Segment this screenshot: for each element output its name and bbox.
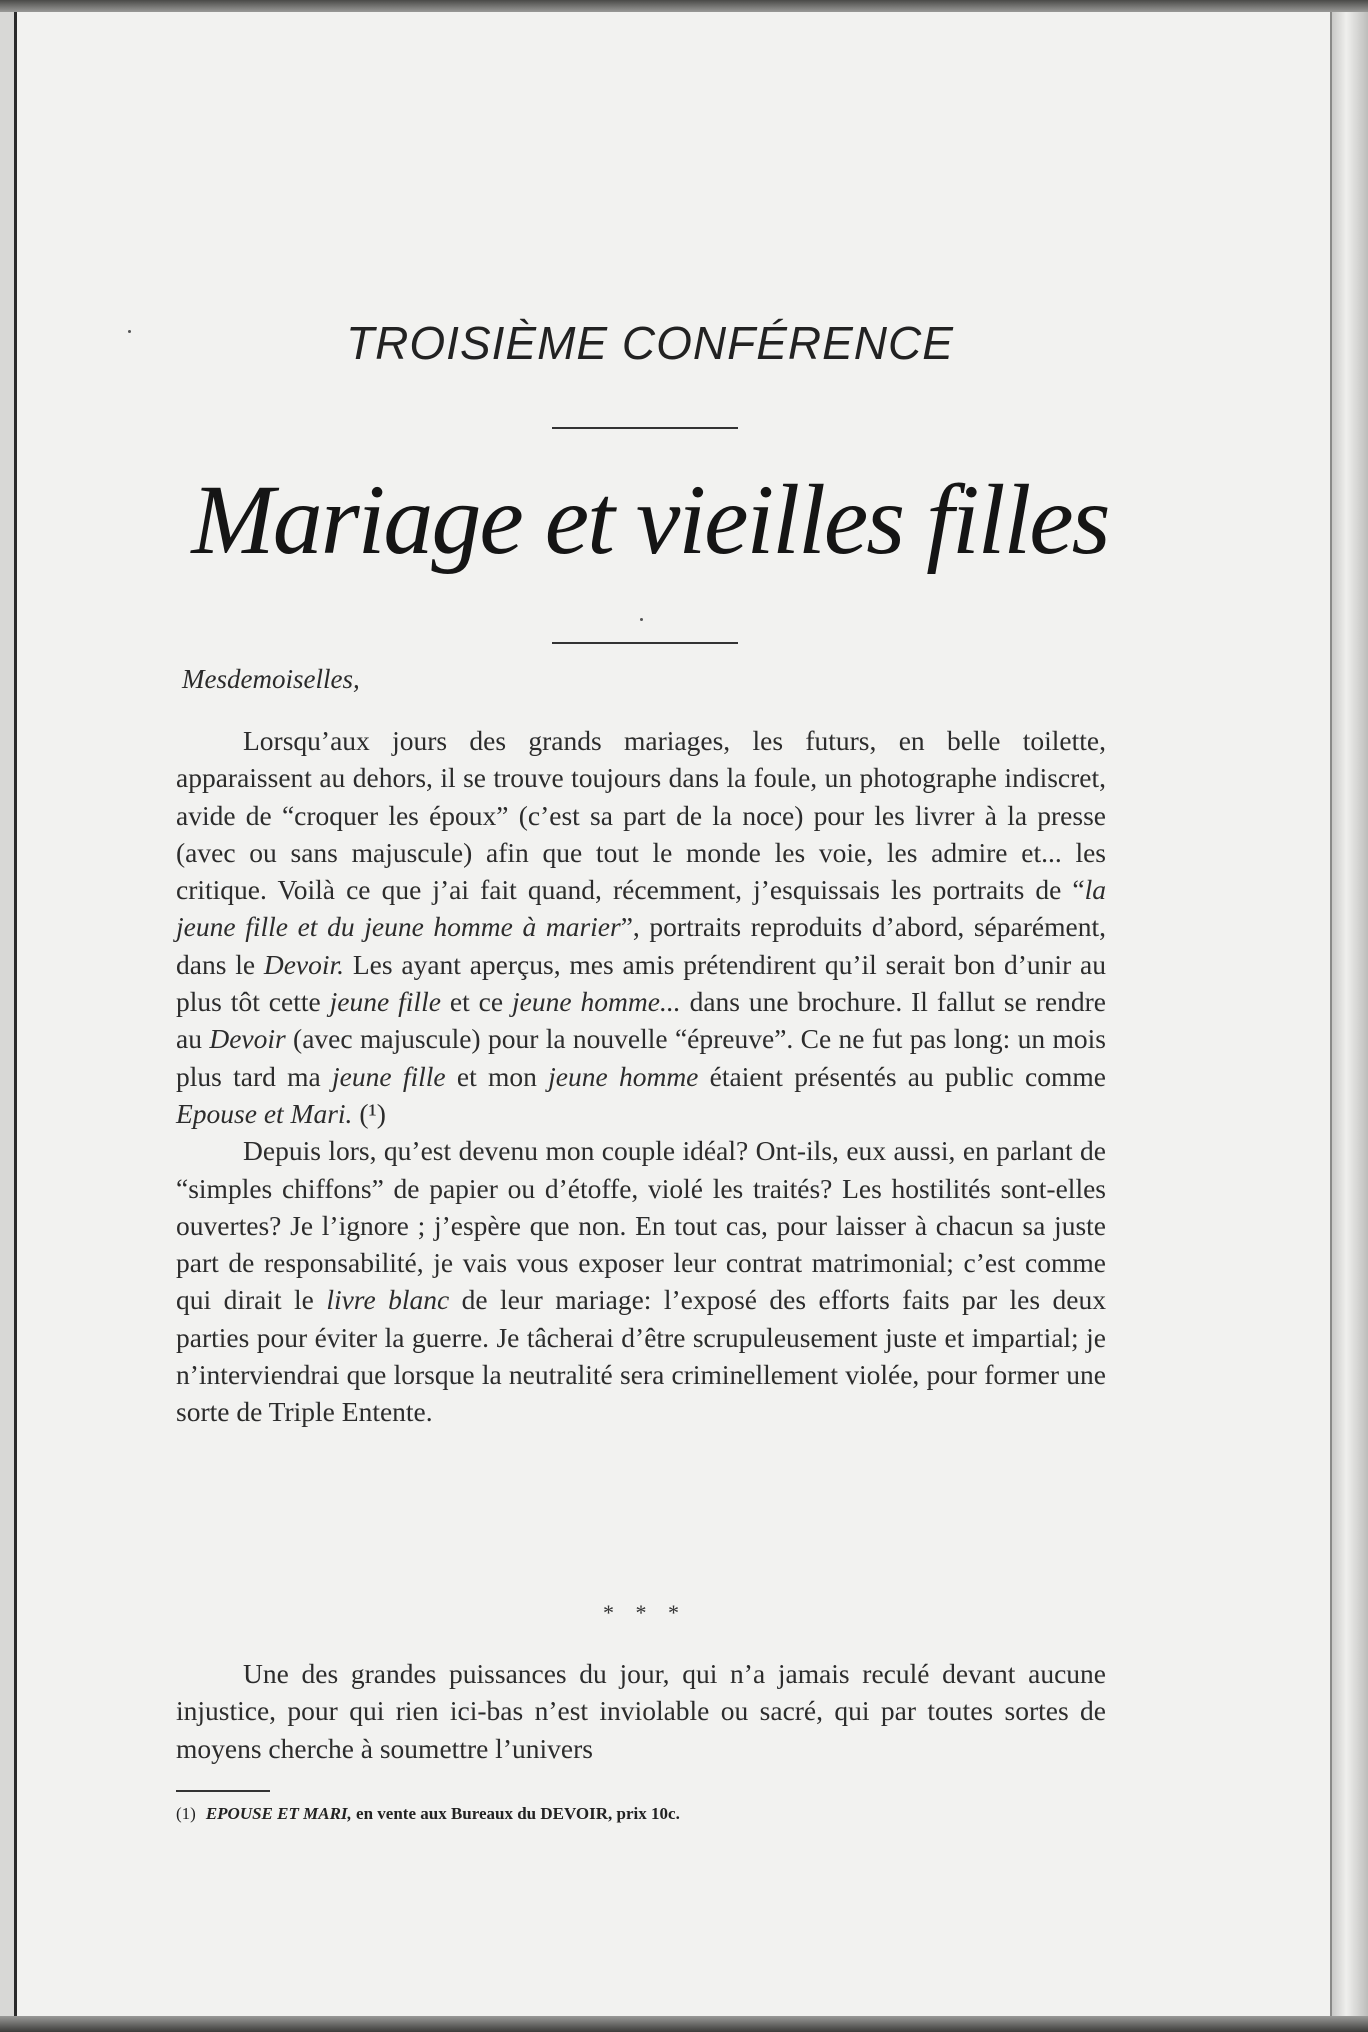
page-edge [1332,12,1368,2016]
footnote-mark: (1) [176,1804,196,1823]
italic-run: Epouse et Mari. [176,1097,353,1129]
italic-run: jeune fille [329,986,441,1018]
scan-bottom-edge [0,2016,1368,2032]
salutation: Mesdemoiselles, [182,664,360,694]
heading-rule [552,427,738,429]
italic-run: livre blanc [326,1284,450,1316]
italic-run: Devoir [209,1023,286,1055]
footnote-rule [176,1790,270,1792]
paragraph-2 [176,1132,1106,1430]
text-run: dans une brochure. Il fallut se rendre au [176,986,1106,1055]
text-run: ”, portraits reproduits d’abord, séparément, dans le [176,911,1106,980]
text-run: (avec majuscule) pour la nouvelle “épreuve”. Ce ne fut pas long: un mois plus tard ma [176,1023,1107,1092]
italic-run: jeune homme... [512,986,681,1018]
text-run: (¹) [352,1097,386,1129]
text-run: Depuis lors, qu’est devenu mon couple idéal? Ont-ils, eux aussi, en parlant de “simples chiffons” de papier ou d’étoffe, violé les traités? Les hostilités sont-elles ouvertes? Je l’ignore ; j’espère que non. En tout cas, pour laisser à chacun sa juste part de responsabilité, je vais vous exposer leur contrat matrimonial; c’est comme qui dirait le [176,1135,1106,1316]
text-run: étaient présentés au public comme [698,1060,1106,1092]
footnote [176,1804,680,1824]
footnote-text: en vente aux Bureaux du DEVOIR, prix 10c. [351,1804,680,1823]
italic-run: la jeune fille et du jeune homme à marier [176,874,1106,943]
scan-speck [128,330,131,333]
paragraph-1 [176,722,1106,1132]
text-run: de leur mariage: l’exposé des efforts faits par les deux parties pour éviter la guerre. Je tâcherai d’être scrupuleusement juste et impartial; je n’interviendrai que lorsque la neutralité sera criminellement violée, pour former une sorte de Triple Entente. [176,1284,1106,1428]
scan-speck [640,618,643,621]
chapter-title: Mariage et vieilles filles [191,464,1109,575]
title-rule [552,642,738,644]
text-run: Les ayant aperçus, mes amis prétendirent qu’il serait bon d’unir au plus tôt cette [176,948,1106,1018]
italic-run: jeune fille [332,1060,446,1092]
italic-run: Devoir. [263,948,345,980]
text-run: et mon [445,1060,549,1092]
text-run: et ce [440,986,513,1018]
paragraph-3: Une des grandes puissances du jour, qui n’a jamais reculé devant aucune injustice, pour qui rien ici-bas n’est inviolable ou sacré, qui par toutes sortes de moyens cherche à soumettre l’univers [176,1658,1106,1764]
footnote-title: EPOUSE ET MARI, [205,1804,352,1823]
scan-top-edge [0,0,1368,12]
lecture-heading: TROISIÈME CONFÉRENCE [346,317,954,369]
body-text [176,722,1106,1431]
section-separator: * * * [603,1600,687,1625]
text-run: Lorsqu’aux jours des grands mariages, les futurs, en belle toilette, apparaissent au dehors, il se trouve toujours dans la foule, un photographe indiscret, avide de “croquer les époux” (c’est sa part de la noce) pour les livrer à la presse (avec ou sans majuscule) afin que tout le monde les voie, les admire et... les critique. Voilà ce que j’ai fait quand, récemment, j’esquissais les portraits de “ [176,725,1106,906]
italic-run: jeune homme [548,1060,699,1092]
